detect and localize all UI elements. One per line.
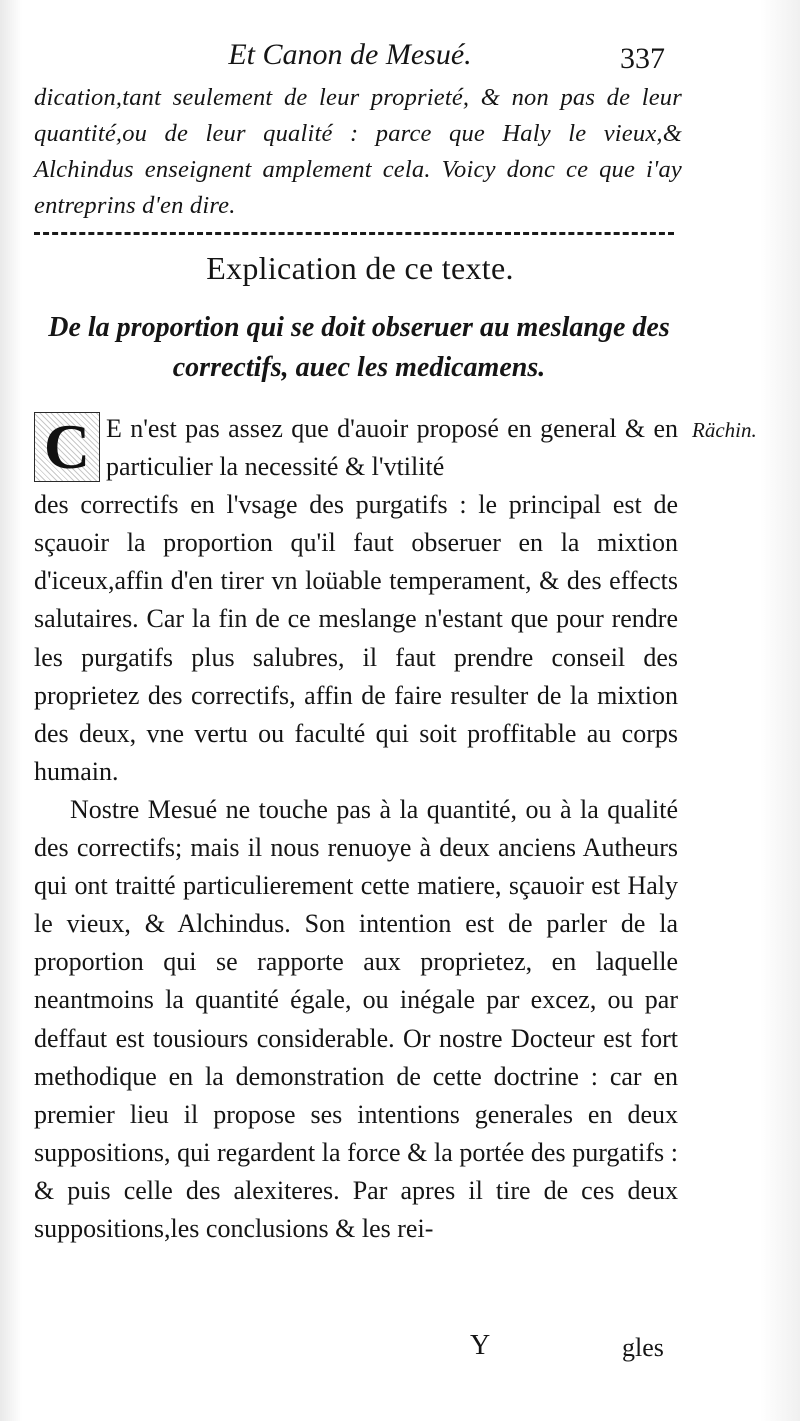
paragraph-1-rest: des correctifs en l'vsage des purgatifs : le principal est de sçauoir la proportion qu'il faut obseruer en la mixtion d'iceux,affin d'en tirer vn loüable temperament, & des effects salutaires. Car la fin de ce meslange n'estant que pour rendre les purgatifs plus salubres, il faut prendre conseil des proprietez des correctifs, affin de faire resulter de la mixtion des deux, vne vertu ou faculté qui soit proffitable au corps humain. <box>34 490 678 786</box>
decorated-initial: C <box>34 412 100 482</box>
paragraph-2: Nostre Mesué ne touche pas à la quantité, ou à la qualité des correctifs; mais il nous renuoye à deux anciens Autheurs qui ont traitté particulierement cette matiere, sçauoir est Haly le vieux, & Alchindus. Son intention est de parler de la proportion qui se rapporte aux proprietez, en laquelle neantmoins la quantité égale, ou inégale par excez, ou par deffaut est tousiours considerable. Or nostre Docteur est fort methodique en la demonstration de cette doctrine : car en premier lieu il propose ses intentions generales en deux suppositions, qui regardent la force & la portée des purgatifs : & puis celle des alexiteres. Par apres il tire de ces deux suppositions,les conclusions & les rei- <box>34 794 678 1243</box>
section-heading: Explication de ce texte. <box>206 250 514 286</box>
intro-paragraph: dication,tant seulement de leur proprieté, & non pas de leur quantité,ou de leur qualité : parce que Haly le vieux,& Alchindus enseignent amplement cela. Voicy donc ce que i'ay entreprins d'en dire. <box>34 84 682 219</box>
body-text <box>34 410 678 1248</box>
paragraph-1-opening: E n'est pas assez que d'auoir proposé en general & en particulier la necessité & l'vtilité <box>106 414 678 482</box>
paragraph-1 <box>34 410 678 791</box>
catchword: gles <box>622 1333 664 1362</box>
running-title: Et Canon de Mesué. <box>228 38 472 71</box>
section-subheading: De la proportion qui se doit obseruer au meslange des correctifs, auec les medicamens. <box>48 312 670 383</box>
margin-note: Rächin. <box>692 418 757 442</box>
page-number: 337 <box>620 42 665 75</box>
section-divider <box>34 232 674 235</box>
signature-mark: Y <box>470 1330 491 1361</box>
